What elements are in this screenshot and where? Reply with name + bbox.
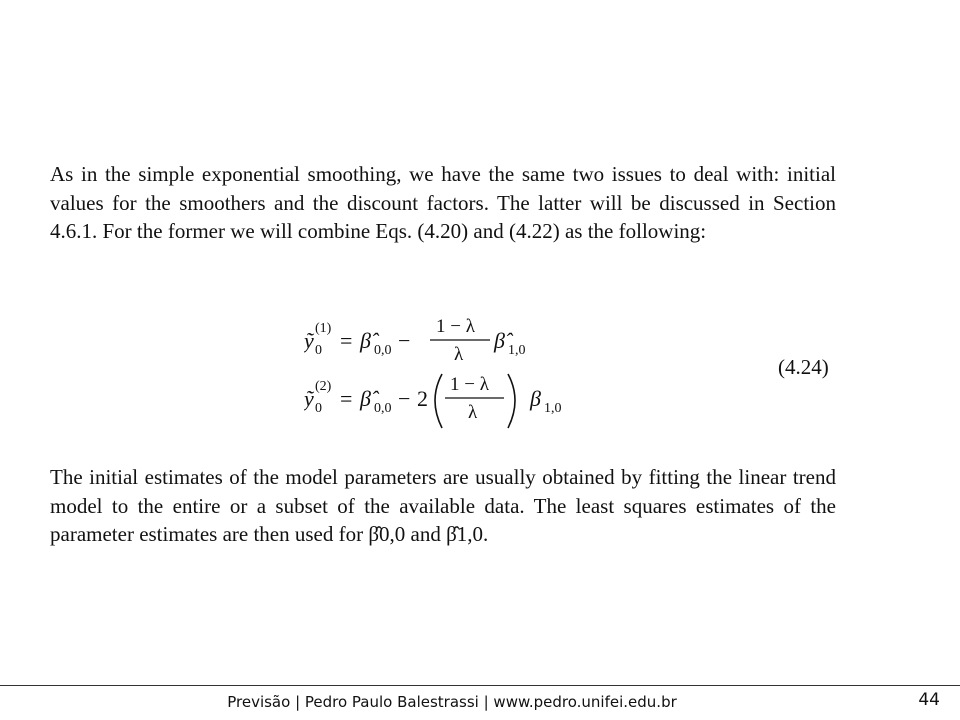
- page-number: 44: [918, 690, 940, 710]
- svg-text:λ: λ: [454, 344, 464, 365]
- footer-divider: [0, 685, 960, 686]
- svg-text:ỹ: ỹ: [304, 328, 314, 353]
- svg-text:(1): (1): [315, 321, 332, 336]
- svg-text:1,0: 1,0: [508, 343, 526, 358]
- svg-text:ỹ: ỹ: [304, 386, 314, 411]
- svg-text:λ: λ: [468, 402, 478, 423]
- svg-text:=: =: [340, 328, 353, 353]
- paragraph-intro: [50, 160, 836, 246]
- svg-text:0: 0: [315, 401, 322, 416]
- svg-text:β̂: β̂: [494, 328, 505, 353]
- svg-text:0,0: 0,0: [374, 343, 392, 358]
- equation-block-4-24: [304, 308, 844, 438]
- svg-text:0,0: 0,0: [374, 401, 392, 416]
- equation-number: (4.24): [778, 355, 829, 379]
- svg-text:1,0: 1,0: [544, 401, 562, 416]
- equation-line-1: [304, 316, 526, 365]
- svg-text:2: 2: [417, 386, 428, 411]
- svg-text:β̂: β̂: [360, 328, 371, 353]
- svg-text:(2): (2): [315, 379, 332, 394]
- paragraph-estimates: [50, 463, 836, 549]
- footer-credits: Previsão | Pedro Paulo Balestrassi | www.pedro.unifei.edu.br: [227, 693, 677, 711]
- svg-text:β̂: β̂: [360, 386, 371, 411]
- svg-text:−: −: [398, 386, 411, 411]
- svg-text:−: −: [398, 328, 411, 353]
- svg-text:0: 0: [315, 343, 322, 358]
- paragraph-estimates-text: The initial estimates of the model parameters are usually obtained by fitting the linear trend model to the entire or a subset of the available data. The least squares estimates of the parameter estimates are then used for β̂0,0 and β̂1,0.: [50, 465, 836, 546]
- svg-text:1 − λ: 1 − λ: [436, 316, 475, 337]
- svg-text:1 − λ: 1 − λ: [450, 374, 489, 395]
- equation-line-2: [304, 374, 562, 428]
- svg-text:β: β: [530, 386, 541, 411]
- svg-text:=: =: [340, 386, 353, 411]
- paragraph-intro-text: As in the simple exponential smoothing, we have the same two issues to deal with: initial values for the smoothers and the discount factors. The latter will be discussed in Section 4.6.1. For the former we will combine Eqs. (4.20) and (4.22) as the following:: [50, 162, 836, 243]
